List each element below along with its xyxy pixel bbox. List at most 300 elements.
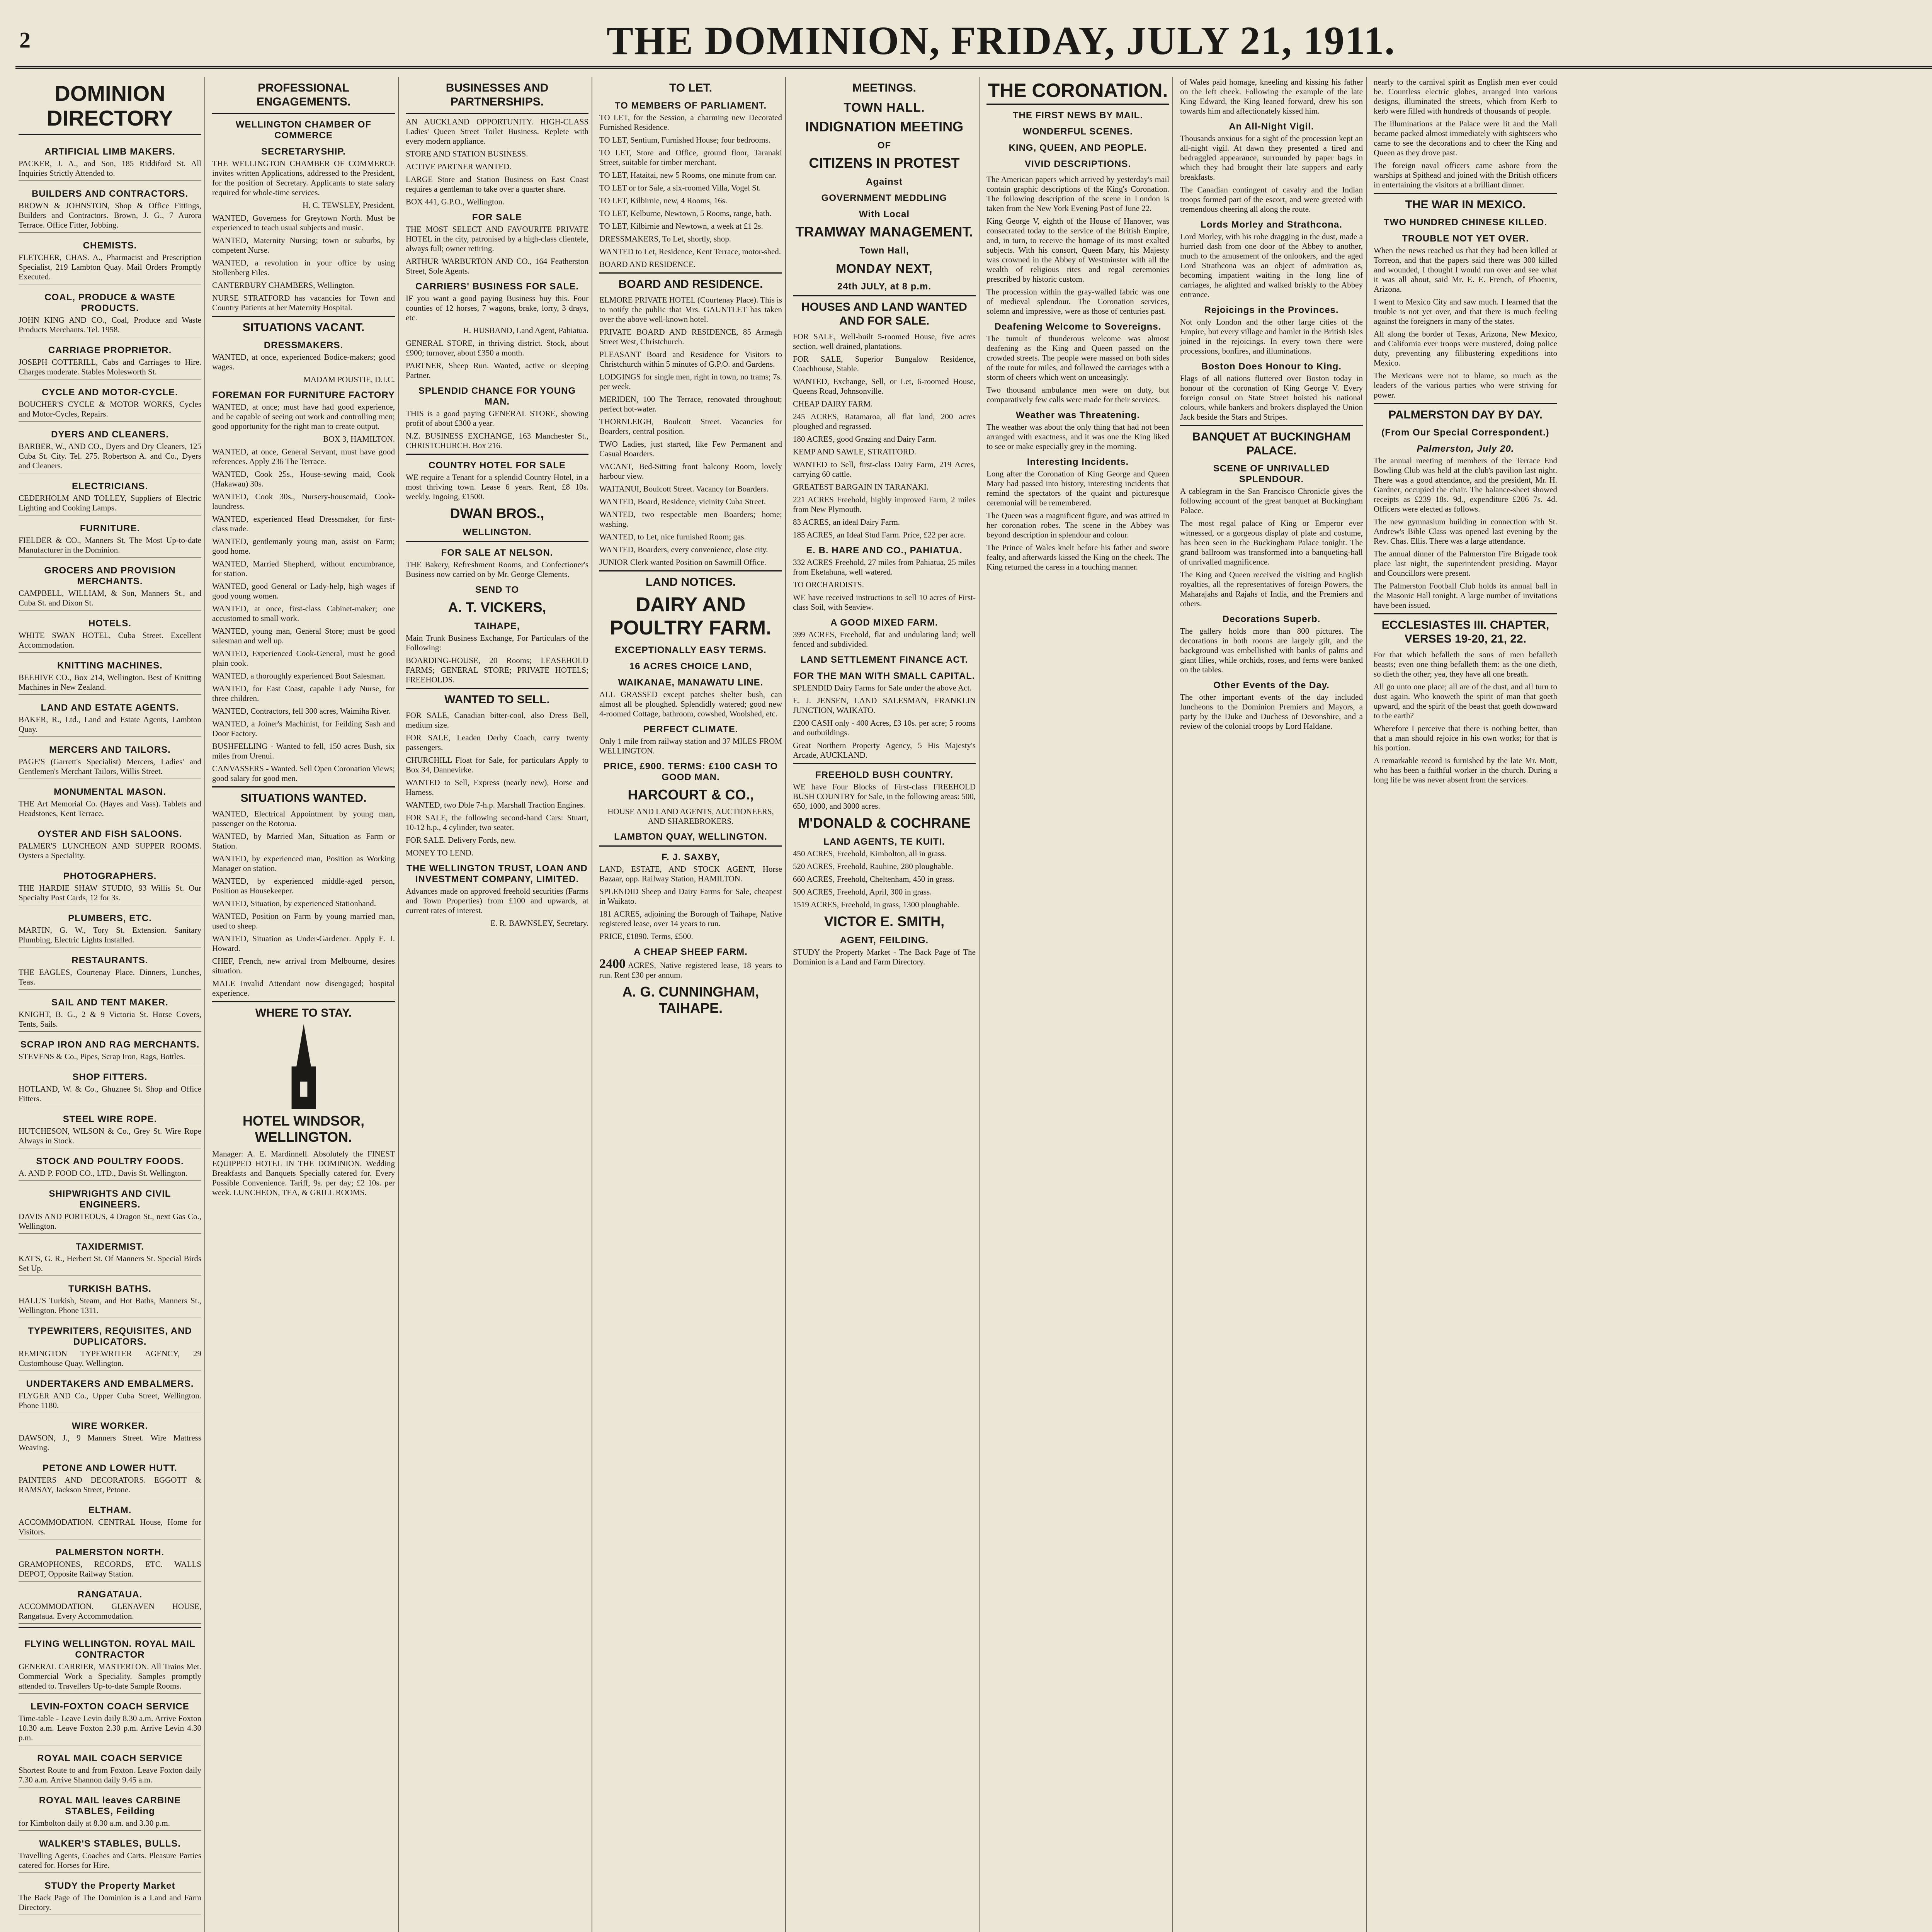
directory-list	[19, 139, 201, 1624]
hall: Town Hall,	[859, 245, 909, 256]
directory-item	[19, 284, 201, 337]
directory-heading: ARTIFICIAL LIMB MAKERS.	[44, 146, 175, 157]
directory-bottom-heading: LEVIN-FOXTON COACH SERVICE	[31, 1701, 189, 1712]
vacant-ad-item: BUSHFELLING - Wanted to fell, 150 acres Bush, six miles from Urenui.	[212, 742, 395, 760]
to-let-heading: TO LET.	[669, 82, 713, 94]
c7-p5: Not only London and the other large cities of the Empire, but every village and hamlet in the British Isles joined in the rejoicings. In every town there were processions, bonfires, and illuminations.	[1180, 317, 1363, 355]
mixed-title: A GOOD MIXED FARM.	[830, 617, 938, 628]
directory-heading: PALMERSTON NORTH.	[55, 1547, 165, 1558]
wanted-ad-item: WANTED, Position on Farm by young married man, used to sheep.	[212, 912, 395, 930]
business-ad-item: ACTIVE PARTNER WANTED.	[406, 162, 512, 171]
settlement: LAND SETTLEMENT FINANCE ACT.	[800, 655, 968, 665]
franklin: E. J. JENSEN, LAND SALESMAN, FRANKLIN JUNCTION, WAIKATO.	[793, 696, 976, 715]
directory-text: THE Art Memorial Co. (Hayes and Vass). Tablets and Headstones, Kent Terrace.	[19, 799, 201, 818]
houses-ad-item: 185 ACRES, an Ideal Stud Farm. Price, £22 per acre.	[793, 530, 966, 539]
vacant-ad-item: WANTED, experienced Head Dressmaker, for first-class trade.	[212, 514, 395, 533]
directory-item	[19, 990, 201, 1032]
houses-ad-item: KEMP AND SAWLE, STRATFORD.	[793, 447, 916, 456]
meetings-heading: MEETINGS.	[852, 82, 916, 94]
sell-ad-item: CHURCHILL Float for Sale, for particulars Apply to Box 34, Dannevirke.	[406, 755, 588, 774]
vacant-ad-item: WANTED, a Joiner's Machinist, for Feilding Sash and Door Factory.	[212, 719, 395, 738]
directory-heading: ELECTRICIANS.	[71, 481, 148, 492]
to-let-ad-item: TO LET, Kilbirnie and Newtown, a week at £1 2s.	[599, 221, 763, 231]
board-ad-item: JUNIOR Clerk wanted Position on Sawmill Office.	[599, 558, 766, 567]
study: STUDY the Property Market - The Back Page of The Dominion is a Land and Farm Directory.	[793, 947, 976, 966]
general-store: GENERAL STORE, in thriving district. Stock, about £900; turnover, about £350 a month.	[406, 338, 588, 357]
vacant-ad-item: WANTED, a thoroughly experienced Boot Salesman.	[212, 671, 386, 680]
directory-text: PAINTERS AND DECORATORS. EGGOTT & RAMSAY, Jackson Street, Petone.	[19, 1475, 201, 1494]
dwan-location: WELLINGTON.	[463, 527, 532, 537]
vacant-ad-item: WANTED, good General or Lady-help, high wages if good young women.	[212, 582, 395, 600]
sale-body: THE MOST SELECT AND FAVOURITE PRIVATE HOTEL in the city, patronised by a high-class clientele, always full; owner retiring.	[406, 224, 588, 253]
monday: MONDAY NEXT,	[836, 262, 933, 276]
board-ad-item: ELMORE PRIVATE HOTEL (Courtenay Place). This is to notify the public that Mrs. GAUNTLET has taken over the above well-known hotel.	[599, 295, 782, 324]
directory-item	[19, 1318, 201, 1371]
directory-text: HALL'S Turkish, Steam, and Hot Baths, Manners St., Wellington. Phone 1311.	[19, 1296, 201, 1315]
sale-title: FOR SALE	[472, 212, 522, 223]
directory-item	[19, 1064, 201, 1106]
professional-ads	[212, 213, 395, 313]
hotel-name: HOTEL WINDSOR, WELLINGTON.	[242, 1113, 365, 1145]
freehold-title: FREEHOLD BUSH COUNTRY.	[815, 770, 954, 780]
saxby-ad-item: SPLENDID Sheep and Dairy Farms for Sale, cheapest in Waikato.	[599, 887, 782, 906]
palm-p4: The Palmerston Football Club holds its annual ball in the Masonic Hall tonight. A large number of invitations have been issued.	[1374, 581, 1557, 610]
of: OF	[877, 140, 891, 151]
board-ad-item: VACANT, Bed-Sitting front balcony Room, lovely harbour view.	[599, 462, 782, 481]
palm-p1: The annual meeting of members of the Terrace End Bowling Club was held at the club's pavilion last night. There was a good attendance, and the president, Mr. H. Gardner, occupied the chair. The balance-sheet showed receipts as £239 18s. 9d., expenditure £206 7s. 4d. Officers were elected as follows.	[1374, 456, 1557, 514]
directory-item	[19, 1148, 201, 1181]
directory-item	[19, 1181, 201, 1234]
other-heading: Other Events of the Day.	[1213, 680, 1330, 690]
dairy-title: DAIRY AND POULTRY FARM.	[610, 594, 772, 639]
vacant-ad-item: WANTED, Married Shepherd, without encumbrance, for station.	[212, 559, 395, 578]
c8-p3: The foreign naval officers came ashore from the warships at Spithead and joined with the British officers in entertaining the visitors at a brilliant dinner.	[1374, 161, 1557, 189]
dairy-location: WAIKANAE, MANAWATU LINE.	[618, 677, 764, 688]
country-hotel-body: WE require a Tenant for a splendid Country Hotel, in a most thriving town. Lease 6 years. Rent, £8 10s. weekly. Ingoing, £1500.	[406, 473, 588, 501]
masthead	[15, 15, 1932, 69]
vickers-body: Main Trunk Business Exchange, For Particulars of the Following:	[406, 633, 588, 652]
directory-item	[19, 1106, 201, 1148]
trust-body: Advances made on approved freehold securities (Farms and Town Properties) from £100 and upwards, at current rates of interest.	[406, 886, 588, 915]
vickers-list: BOARDING-HOUSE, 20 Rooms; LEASEHOLD FARMS; GENERAL STORE; PRIVATE HOTELS; FREEHOLDS.	[406, 656, 588, 684]
banquet-sub: SCENE OF UNRIVALLED SPLENDOUR.	[1213, 463, 1330, 485]
directory-text: MARTIN, G. W., Tory St. Extension. Sanitary Plumbing, Electric Lights Installed.	[19, 925, 201, 944]
directory-heading: TURKISH BATHS.	[68, 1284, 151, 1294]
palm-p3: The annual dinner of the Palmerston Fire Brigade took place last night, the superintendent presiding. Mayor and Councillors were present.	[1374, 549, 1557, 578]
vickers: A. T. VICKERS,	[448, 599, 546, 615]
directory-item	[19, 821, 201, 863]
directory-heading: SHOP FITTERS.	[72, 1072, 148, 1082]
directory-bottom-heading: ROYAL MAIL leaves CARBINE STABLES, Feilding	[39, 1795, 181, 1816]
mcdonald-ad-item: 500 ACRES, Freehold, April, 300 in grass.	[793, 887, 932, 896]
send-to: SEND TO	[475, 585, 519, 595]
cor-p6: The weather was about the only thing that had not been arranged with exactness, and it was one the King liked to see or make especially grey in the morning.	[986, 422, 1169, 451]
professional-ad-item: NURSE STRATFORD has vacancies for Town and Country Patients at her Maternity Hospital.	[212, 293, 395, 312]
mcdonald-ad-item: 1519 ACRES, Freehold, in grass, 1300 ploughable.	[793, 900, 959, 909]
vacant-ad-item: WANTED, at once, General Servant, must have good references. Apply 236 The Terrace.	[212, 447, 395, 466]
sell-ad-item: WANTED to Sell, Express (nearly new), Horse and Harness.	[406, 778, 588, 797]
to-let-sub: TO MEMBERS OF PARLIAMENT.	[614, 100, 767, 111]
great-northern: Great Northern Property Agency, 5 His Majesty's Arcade, AUCKLAND.	[793, 741, 976, 760]
business-ad-item: AN AUCKLAND OPPORTUNITY. HIGH-CLASS Ladies' Queen Street Toilet Business. Replete with every modern appliance.	[406, 117, 588, 146]
directory-text: THE EAGLES, Courtenay Place. Dinners, Lunches, Teas.	[19, 968, 201, 986]
foreman-sign: BOX 3, HAMILTON.	[323, 434, 395, 444]
cor-p2: King George V, eighth of the House of Hanover, was consecrated today to the service of the British Empire, and, in turn, to receive the homage of its most exalted subjects. With his consort, Queen Mary, his Majesty was crowned in the Abbey of Westminster with all the wealth of religious rites and regal ceremonies prescribed by historic custom.	[986, 216, 1169, 284]
directory-text: ACCOMMODATION. CENTRAL House, Home for Visitors.	[19, 1517, 201, 1536]
directory-text: THE HARDIE SHAW STUDIO, 93 Willis St. Our Specialty Post Cards, 12 for 3s.	[19, 883, 201, 902]
directory-text: WHITE SWAN HOTEL, Cuba Street. Excellent Accommodation.	[19, 631, 201, 650]
directory-item	[19, 1032, 201, 1064]
carriers-heading: CARRIERS' BUSINESS FOR SALE.	[415, 281, 579, 292]
eccl-p4: A remarkable record is furnished by the late Mr. Mott, who has been a faithful worker in the church. During a long life he was never absent from the services.	[1374, 756, 1557, 784]
houses-ad-item: 180 ACRES, good Grazing and Dairy Farm.	[793, 434, 937, 444]
board-ad-item: PLEASANT Board and Residence for Visitors to Christchurch within 5 minutes of G.P.O. and Gardens.	[599, 350, 782, 369]
war-p1: When the news reached us that they had been killed at Torreon, and that the papers said there was 300 killed and wounded, I thought I would run over and see what it was all about, said Mr. E. E. French, of Phoenix, Arizona.	[1374, 246, 1557, 294]
directory-text: DAWSON, J., 9 Manners Street. Wire Mattress Weaving.	[19, 1433, 201, 1452]
c7-p3: The Canadian contingent of cavalry and the Indian troops formed part of the escort, and were greeted with tremendous cheering all along the route.	[1180, 185, 1363, 214]
houses-ad-item: GREATEST BARGAIN IN TARANAKI.	[793, 482, 929, 492]
directory-item	[19, 1539, 201, 1582]
directory-item	[19, 473, 201, 515]
professional-ad-item: WANTED, Governess for Greytown North. Must be experienced to teach usual subjects and music.	[212, 213, 395, 232]
saxby-ads	[599, 887, 782, 941]
against: Against	[866, 177, 903, 187]
directory-text: REMINGTON TYPEWRITER AGENCY, 29 Customhouse Quay, Wellington.	[19, 1349, 201, 1368]
wanted-ad-item: WANTED, by Married Man, Situation as Farm or Station.	[212, 832, 395, 850]
banquet-heading: BANQUET AT BUCKINGHAM PALACE.	[1192, 430, 1351, 457]
splendid-body: THIS is a good paying GENERAL STORE, showing profit of about £300 a year.	[406, 409, 588, 428]
chamber-sign: H. C. TEWSLEY, President.	[303, 201, 395, 210]
coronation-sub1: THE FIRST NEWS BY MAIL.	[1012, 110, 1143, 121]
directory-item	[19, 139, 201, 181]
eccl-p2: All go unto one place; all are of the dust, and all turn to dust again. Who knoweth the spirit of man that goeth upward, and the spirit of the beast that goeth downward to the earth?	[1374, 682, 1557, 720]
directory-bottom-text: Travelling Agents, Coaches and Carts. Pleasure Parties catered for. Horses for Hire.	[19, 1851, 201, 1870]
businesses-heading: BUSINESSES AND PARTNERSHIPS.	[446, 82, 549, 108]
directory-heading: DYERS AND CLEANERS.	[51, 429, 169, 440]
board-ad-item: LODGINGS for single men, right in town, no trams; 7s. per week.	[599, 372, 782, 391]
to-let-ad-item: TO LET, for the Session, a charming new Decorated Furnished Residence.	[599, 113, 782, 132]
to-let-ad-item: BOARD AND RESIDENCE.	[599, 260, 696, 269]
situations-vacant-heading: SITUATIONS VACANT.	[242, 321, 365, 334]
citizens: CITIZENS IN PROTEST	[809, 155, 960, 171]
cor-p7: Long after the Coronation of King George and Queen Mary had passed into history, interesting incidents that remind the spectators of the quaint and picturesque ceremonial will be remembered.	[986, 469, 1169, 507]
to-let-ad-item: TO LET, Sentium, Furnished House; four bedrooms.	[599, 135, 771, 145]
vacant-ad-item: CANVASSERS - Wanted. Sell Open Coronation Views; good salary for good men.	[212, 764, 395, 783]
foreman-title: FOREMAN FOR FURNITURE FACTORY	[212, 390, 395, 400]
board-ad-item: WANTED, two respectable men Boarders; home; washing.	[599, 510, 782, 529]
directory-bottom-text: Shortest Route to and from Foxton. Leave Foxton daily 7.30 a.m. Arrive Shannon daily 9.45 a.m.	[19, 1765, 201, 1784]
vacant-ads	[212, 447, 395, 783]
directory-bottom-item	[19, 1787, 201, 1831]
with-local: With Local	[859, 209, 910, 219]
c7-p9: The King and Queen received the visiting and English royalties, all the representatives of foreign Powers, the Maharajahs and Rajahs of India, and the Premiers and others.	[1180, 570, 1363, 608]
directory-item	[19, 337, 201, 379]
directory-text: FLYGER AND Co., Upper Cuba Street, Wellington. Phone 1180.	[19, 1391, 201, 1410]
wanted-ad-item: MALE Invalid Attendant now disengaged; hospital experience.	[212, 979, 395, 998]
town-hall: TOWN HALL.	[844, 100, 925, 114]
wanted-to-sell-heading: WANTED TO SELL.	[444, 693, 550, 706]
coronation-sub3: KING, QUEEN, AND PEOPLE.	[1009, 143, 1147, 153]
victor-sub: AGENT, FEILDING.	[840, 935, 929, 946]
newspaper-title: THE DOMINION, FRIDAY, JULY 21, 1911.	[606, 19, 1396, 63]
directory-text: A. AND P. FOOD CO., LTD., Davis St. Wellington.	[19, 1168, 188, 1178]
directory-text: CAMPBELL, WILLIAM, & Son, Manners St., and Cuba St. and Dixon St.	[19, 588, 201, 607]
directory-heading: GROCERS AND PROVISION MERCHANTS.	[44, 565, 176, 587]
to-let-ad-item: WANTED to Let, Residence, Kent Terrace, motor-shed.	[599, 247, 781, 256]
hare-ad-item: WE have received instructions to sell 10 acres of First-class Soil, with Seaview.	[793, 593, 976, 612]
saxby-ad-item: 181 ACRES, adjoining the Borough of Taihape, Native registered lease, over 14 years to run.	[599, 909, 782, 928]
sheep-title: A CHEAP SHEEP FARM.	[634, 947, 748, 957]
directory-text: BAKER, R., Ltd., Land and Estate Agents, Lambton Quay.	[19, 715, 201, 734]
coronation-sub2: WONDERFUL SCENES.	[1023, 126, 1133, 137]
chamber-title: WELLINGTON CHAMBER OF COMMERCE	[235, 119, 372, 141]
c7-p1: of Wales paid homage, kneeling and kissing his father on the left cheek. Following the example of the late King Edward, the King leaned forward, drew his son towards him and affectionately kissed him.	[1180, 77, 1363, 116]
husband: H. HUSBAND, Land Agent, Pahiatua.	[463, 326, 588, 335]
c7-p4: Lord Morley, with his robe dragging in the dust, made a hurried dash from one door of the Abbey to another, much to the amusement of the onlookers, and the aged Lord Strathcona was an object of admiration as, becoming impatient waiting in the long line of carriages, he alighted and walked briskly to the Abbey entrance.	[1180, 232, 1363, 299]
column-6-coronation	[983, 77, 1173, 1932]
cor-p4: The tumult of thunderous welcome was almost deafening as the King and Queen passed on the crowded streets. The people were massed on both sides of the route for miles, and followed the carriages with a storm of cheers which went on unceasingly.	[986, 334, 1169, 382]
houses-ad-item: WANTED to Sell, first-class Dairy Farm, 219 Acres, carrying 60 cattle.	[793, 460, 976, 479]
mcdonald-ad-item: 450 ACRES, Freehold, Kimbolton, all in grass.	[793, 849, 946, 858]
saxby: F. J. SAXBY,	[662, 852, 720, 862]
carriers-body: IF you want a good paying Business buy this. Four counties of 12 horses, 7 wagons, brake, lorry, 3 drays, etc.	[406, 294, 588, 322]
directory-heading: HOTELS.	[88, 618, 131, 629]
directory-bottom-text: Time-table - Leave Levin daily 8.30 a.m. Arrive Foxton 10.30 a.m. Leave Foxton 2.30 p.m. Arrive Levin 4.30 p.m.	[19, 1714, 201, 1742]
chamber-subtitle: SECRETARYSHIP.	[261, 146, 346, 157]
directory-item	[19, 558, 201, 611]
directory-heading: COAL, PRODUCE & WASTE PRODUCTS.	[44, 292, 175, 313]
tramway: TRAMWAY MANAGEMENT.	[795, 224, 973, 240]
victor: VICTOR E. SMITH,	[824, 913, 945, 929]
page-number: 2	[19, 27, 31, 53]
cor-p5: Two thousand ambulance men were on duty, but comparatively few calls were made for their services.	[986, 385, 1169, 404]
directory-item	[19, 653, 201, 695]
directory-item	[19, 233, 201, 284]
c7-p2: Thousands anxious for a sight of the procession kept an all-night vigil. At dawn they presented a tired and bedraggled appearance, surrounded by paper bags in which they had brought their late suppers and early breakfasts.	[1180, 134, 1363, 182]
vacant-ad-item: WANTED, Cook 30s., Nursery-housemaid, Cook-laundress.	[212, 492, 395, 511]
directory-bottom-item	[19, 1631, 201, 1694]
splendid-title: SPLENDID CHANCE FOR YOUNG MAN.	[418, 386, 576, 407]
vigil-heading: An All-Night Vigil.	[1229, 121, 1314, 132]
saxby-ad-item: PRICE, £1890. Terms, £500.	[599, 932, 693, 941]
cor-p8: The Queen was a magnificent figure, and was attired in her coronation robes. The scene in the Abbey was beyond description in splendour and colour.	[986, 511, 1169, 539]
directory-item	[19, 779, 201, 821]
vacant-ad-item: WANTED, gentlemanly young man, assist on Farm; good home.	[212, 537, 395, 556]
directory-text: PAGE'S (Garrett's Specialist) Mercers, Ladies' and Gentlemen's Merchant Tailors, Willis Street.	[19, 757, 201, 776]
c7-p7: A cablegram in the San Francisco Chronicle gives the following account of the great banquet at Buckingham Palace.	[1180, 486, 1363, 515]
directory-item	[19, 181, 201, 233]
directory-text: JOHN KING AND CO., Coal, Produce and Waste Products Merchants. Tel. 1958.	[19, 315, 201, 334]
houses-ad-item: 221 ACRES Freehold, highly improved Farm, 2 miles from New Plymouth.	[793, 495, 976, 514]
cor-p9: The Prince of Wales knelt before his father and swore fealty, and afterwards kissed the King on the cheek. The King returned the caress in a touching manner.	[986, 543, 1169, 571]
board-ad-item: WANTED, Board, Residence, vicinity Cuba Street.	[599, 497, 766, 506]
board-ad-item: WANTED, to Let, nice furnished Room; gas.	[599, 532, 746, 541]
directory-heading: DOMINION DIRECTORY	[19, 81, 201, 135]
war-heading: THE WAR IN MEXICO.	[1405, 198, 1526, 211]
vacant-ad-item: WANTED, at once, first-class Cabinet-maker; one accustomed to small work.	[212, 604, 395, 623]
board-ad-item: MERIDEN, 100 The Terrace, renovated throughout; perfect hot-water.	[599, 395, 782, 413]
column-1-directory	[15, 77, 205, 1932]
professional-ad-item: WANTED, a revolution in your office by using Stollenberg Files.	[212, 258, 395, 277]
directory-item	[19, 422, 201, 473]
directory-item	[19, 905, 201, 947]
directory-heading: PHOTOGRAPHERS.	[63, 871, 157, 881]
nelson-heading: FOR SALE AT NELSON.	[441, 548, 553, 558]
to-let-ad-item: TO LET, Kilbirnie, new, 4 Rooms, 16s.	[599, 196, 727, 205]
column-3-businesses	[403, 77, 592, 1932]
vickers-location: TAIHAPE,	[474, 621, 520, 631]
c8-p2: The illuminations at the Palace were lit and the Mall became packed almost immediately with sightseers who came to see the decorations and to cheer the King and Queen as they drove past.	[1374, 119, 1557, 157]
coronation-sub4: VIVID DESCRIPTIONS.	[1024, 159, 1131, 169]
govt: GOVERNMENT MEDDLING	[821, 193, 947, 203]
vacant-ad-item: WANTED, Experienced Cook-General, must be good plain cook.	[212, 649, 395, 668]
directory-item	[19, 1497, 201, 1539]
directory-item	[19, 695, 201, 737]
sheep-body: ACRES, Native registered lease, 18 years to run. Rent £30 per annum.	[599, 961, 782, 980]
houses-ad-item: 245 ACRES, Ratamaroa, all flat land, 200 acres ploughed and regrassed.	[793, 412, 976, 431]
sell-ad-item: MONEY TO LEND.	[406, 848, 474, 857]
warburton: ARTHUR WARBURTON AND CO., 164 Featherston Street, Sole Agents.	[406, 257, 588, 276]
directory-bottom-heading: STUDY the Property Market	[44, 1881, 175, 1891]
perfect-body: Only 1 mile from railway station and 37 MILES FROM WELLINGTON.	[599, 736, 782, 755]
interesting-heading: Interesting Incidents.	[1027, 457, 1129, 467]
directory-bottom-item	[19, 1873, 201, 1915]
directory-bottom-text: GENERAL CARRIER, MASTERTON. All Trains Met. Commercial Work a Speciality. Samples promptly attended to. Travellers Up-to-date Sample Rooms.	[19, 1662, 201, 1690]
cor-p1: The American papers which arrived by yesterday's mail contain graphic descriptions of the King's Coronation. The following description of the scene in London is taken from the New York Evening Post of June 22.	[986, 175, 1169, 213]
harcourt-body: HOUSE AND LAND AGENTS, AUCTIONEERS, AND SHAREBROKERS.	[607, 807, 774, 826]
meeting-date: 24th JULY, at 8 p.m.	[837, 281, 932, 292]
directory-heading: LAND AND ESTATE AGENTS.	[41, 702, 179, 713]
directory-heading: TYPEWRITERS, REQUISITES, AND DUPLICATORS.	[28, 1326, 192, 1347]
directory-item	[19, 947, 201, 990]
directory-text: PACKER, J. A., and Son, 185 Riddiford St. All Inquiries Strictly Attended to.	[19, 159, 201, 178]
directory-heading: SAIL AND TENT MAKER.	[51, 997, 168, 1008]
directory-heading: MERCERS AND TAILORS.	[49, 745, 171, 755]
directory-heading: OYSTER AND FISH SALOONS.	[37, 829, 182, 839]
rejoicings-heading: Rejoicings in the Provinces.	[1204, 305, 1339, 315]
professional-heading: PROFESSIONAL ENGAGEMENTS.	[256, 82, 351, 108]
palmerston-heading: PALMERSTON DAY BY DAY.	[1388, 408, 1543, 421]
lambton: LAMBTON QUAY, WELLINGTON.	[614, 832, 767, 842]
column-4-to-let	[596, 77, 786, 1932]
houses-ad-item: 83 ACRES, an ideal Dairy Farm.	[793, 517, 900, 527]
vacant-ad-item: WANTED, for East Coast, capable Lady Nurse, for three children.	[212, 684, 395, 703]
directory-text: ACCOMMODATION. GLENAVEN HOUSE, Rangataua. Every Accommodation.	[19, 1602, 201, 1621]
directory-bottom-text: for Kimbolton daily at 8.30 a.m. and 3.30 p.m.	[19, 1818, 170, 1828]
foreman-body: WANTED, at once; must have had good experience, and be capable of seeing out work and controlling men; good opportunity for the right man to create output.	[212, 402, 395, 431]
c7-p6: Flags of all nations fluttered over Boston today in honour of the coronation of King George V. Every foreign consul on State Street hoisted his national colours, while bankers and brokers displayed the Union Jack beside the Stars and Stripes.	[1180, 374, 1363, 422]
directory-heading: STEEL WIRE ROPE.	[63, 1114, 157, 1124]
eccl-p1: For that which befalleth the sons of men befalleth beasts; even one thing befalleth them: as the one dieth, so dieth the other; yea, they have all one breath.	[1374, 650, 1557, 679]
nelson-body: THE Bakery, Refreshment Rooms, and Confectioner's Business now carried on by Mr. George Clements.	[406, 560, 588, 579]
directory-heading: PLUMBERS, ETC.	[68, 913, 152, 923]
dairy-terms: EXCEPTIONALLY EASY TERMS.	[615, 645, 767, 655]
directory-item	[19, 379, 201, 422]
directory-text: DAVIS AND PORTEOUS, 4 Dragon St., next Gas Co., Wellington.	[19, 1212, 201, 1231]
hare-ad-item: TO ORCHARDISTS.	[793, 580, 864, 589]
directory-heading: RESTAURANTS.	[71, 955, 148, 966]
to-let-ad-item: TO LET, Hataitai, new 5 Rooms, one minute from car.	[599, 170, 777, 180]
hare-ad-item: 332 ACRES Freehold, 27 miles from Pahiatua, 25 miles from Eketahuna, well watered.	[793, 558, 976, 577]
sell-ad-item: FOR SALE, Leaden Derby Coach, carry twenty passengers.	[406, 733, 588, 752]
cash200: £200 CASH only - 400 Acres, £3 10s. per acre; 5 rooms and outbuildings.	[793, 718, 976, 737]
to-let-ad-item: TO LET, Kelburne, Newtown, 5 Rooms, range, bath.	[599, 209, 772, 218]
wanted-ad-item: CHEF, French, new arrival from Melbourne, desires situation.	[212, 956, 395, 975]
chamber-body: THE WELLINGTON CHAMBER OF COMMERCE invites written Applications, addressed to the President, for the position of Secretary. Applicants to state salary required for whole-time services.	[212, 159, 395, 197]
directory-heading: TAXIDERMIST.	[76, 1242, 144, 1252]
professional-ad-item: CANTERBURY CHAMBERS, Wellington.	[212, 281, 355, 290]
directory-text: BROWN & JOHNSTON, Shop & Office Fittings, Builders and Contractors. Brown, J. G., 7 Aurora Terrace. Office Fitter, Jobbing.	[19, 201, 201, 230]
mcdonald-ads	[793, 849, 976, 910]
directory-item	[19, 1371, 201, 1413]
boston-heading: Boston Does Honour to King.	[1201, 361, 1342, 372]
directory-text: JOSEPH COTTERILL, Cabs and Carriages to Hire. Charges moderate. Stables Molesworth St.	[19, 357, 201, 376]
weather-heading: Weather was Threatening.	[1016, 410, 1140, 420]
houses-heading: HOUSES AND LAND WANTED AND FOR SALE.	[801, 301, 967, 327]
directory-bottom-ads	[19, 1631, 201, 1915]
wanted-ads	[212, 809, 395, 998]
business-ad-item: STORE AND STATION BUSINESS.	[406, 149, 528, 158]
directory-text: BEEHIVE CO., Box 214, Wellington. Best of Knitting Machines in New Zealand.	[19, 673, 201, 692]
land-notices-heading: LAND NOTICES.	[645, 576, 736, 588]
sell-ad-item: FOR SALE. Delivery Fords, new.	[406, 835, 516, 845]
war-sub2: TROUBLE NOT YET OVER.	[1402, 233, 1529, 244]
wanted-ad-item: WANTED, by experienced middle-aged person, Position as Housekeeper.	[212, 876, 395, 895]
war-p3: All along the border of Texas, Arizona, New Mexico, and California ever troops were mustered, doing police duty, preventing any filibustering expeditions into Mexico.	[1374, 329, 1557, 367]
directory-bottom-heading: WALKER'S STABLES, BULLS.	[39, 1838, 181, 1849]
directory-item	[19, 611, 201, 653]
mcdonald-ad-item: 660 ACRES, Freehold, Cheltenham, 450 in grass.	[793, 874, 954, 884]
directory-heading: FURNITURE.	[80, 523, 140, 534]
vacant-ad-item: WANTED, Contractors, fell 300 acres, Waimiha River.	[212, 706, 391, 716]
business-ad-item: LARGE Store and Station Business on East Coast requires a gentleman to take over a quarter share.	[406, 175, 588, 194]
directory-bottom-item	[19, 1745, 201, 1787]
directory-item	[19, 863, 201, 905]
business-ads	[406, 117, 588, 207]
c7-p10: The gallery holds more than 800 pictures. The decorations in both rooms are largely gilt, and the background was embellished with banks of palms and giant lilies, while orchids, roses, and ferns were banked on the tables.	[1180, 626, 1363, 674]
cunningham: A. G. CUNNINGHAM, TAIHAPE.	[622, 984, 759, 1016]
directory-item	[19, 1582, 201, 1624]
directory-item	[19, 1234, 201, 1276]
partner-ad: PARTNER, Sheep Run. Wanted, active or sleeping Partner.	[406, 361, 588, 380]
houses-ad-item: FOR SALE, Well-built 5-roomed House, five acres section, well drained, plantations.	[793, 332, 976, 351]
columns	[15, 77, 1932, 1932]
hare: E. B. HARE AND CO., PAHIATUA.	[806, 545, 963, 556]
column-2-professional	[209, 77, 399, 1932]
cor-p3: The procession within the gray-walled fabric was one of medieval splendour. The Coronation services, solemn and impressive, were as those of centuries past.	[986, 287, 1169, 316]
directory-text: STEVENS & Co., Pipes, Scrap Iron, Rags, Bottles.	[19, 1052, 185, 1061]
directory-heading: STOCK AND POULTRY FOODS.	[36, 1156, 184, 1167]
directory-text: KNIGHT, B. G., 2 & 9 Victoria St. Horse Covers, Tents, Sails.	[19, 1010, 201, 1029]
directory-bottom-text: The Back Page of The Dominion is a Land and Farm Directory.	[19, 1893, 201, 1912]
directory-heading: CARRIAGE PROPRIETOR.	[48, 345, 172, 355]
eccl-p3: Wherefore I perceive that there is nothing better, than that a man should rejoice in his own works; for that is his portion.	[1374, 724, 1557, 752]
exchange: N.Z. BUSINESS EXCHANGE, 163 Manchester St., CHRISTCHURCH. Box 216.	[406, 431, 588, 450]
c7-p8: The most regal palace of King or Emperor ever witnessed, or a gorgeous display of plate and costume, has been seen in the Buckingham Palace tonight. The grand ballroom was transformed into a banqueting-hall of unrivalled magnificence.	[1180, 519, 1363, 566]
sell-ad-item: FOR SALE, the following second-hand Cars: Stuart, 10-12 h.p., 4 cylinder, two seater.	[406, 813, 588, 832]
directory-bottom-item	[19, 1694, 201, 1745]
directory-heading: ELTHAM.	[88, 1505, 132, 1515]
c8-p1: nearly to the carnival spirit as English men ever could be. Countless electric globes, arranged into various designs, illuminated the streets, which from Kerb to kerb were filled with hundreds of thousands of people.	[1374, 77, 1557, 116]
houses-ads	[793, 332, 976, 540]
directory-text: HUTCHESON, WILSON & Co., Grey St. Wire Rope Always in Stock.	[19, 1126, 201, 1145]
vacant-ad-item: WANTED, Cook 25s., House-sewing maid, Cook (Hakawau) 30s.	[212, 469, 395, 488]
houses-ad-item: CHEAP DAIRY FARM.	[793, 399, 873, 408]
to-let-ad-item: DRESSMAKERS, To Let, shortly, shop.	[599, 234, 731, 243]
column-8-news	[1371, 77, 1560, 1932]
dressmakers-title: DRESSMAKERS.	[264, 340, 344, 350]
directory-bottom-item	[19, 1831, 201, 1873]
